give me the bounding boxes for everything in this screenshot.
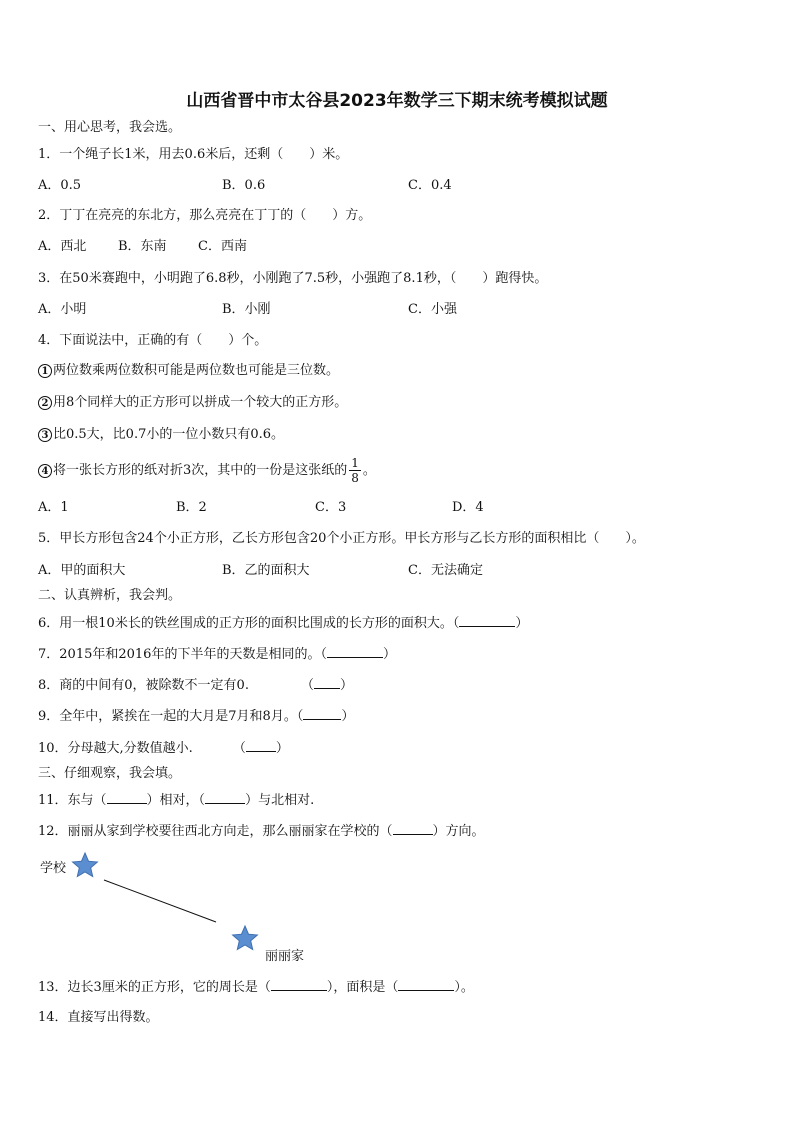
question-8 xyxy=(38,676,353,695)
question-7 xyxy=(38,645,396,664)
q7-tail: ） xyxy=(382,647,396,662)
q3-option-c: C．小强 xyxy=(408,302,457,317)
home-label: 丽丽家 xyxy=(265,949,305,964)
circled-number-3: 3 xyxy=(38,428,52,442)
q4-option-c: C．3 xyxy=(315,500,347,515)
q11-answer-blank-1[interactable] xyxy=(107,791,147,804)
question-13 xyxy=(38,978,474,997)
q4-statement-2-text: 用8个同样大的正方形可以拼成一个较大的正方形。 xyxy=(53,395,348,410)
q10-paren-open: （ xyxy=(232,741,246,756)
direction-diagram xyxy=(38,848,338,966)
q5-option-a: A．甲的面积大 xyxy=(38,563,126,578)
question-4: 4．下面说法中，正确的有（ ）个。 xyxy=(38,333,268,348)
section-heading-judge: 二、认真辨析，我会判。 xyxy=(38,588,182,603)
question-3: 3．在50米赛跑中，小明跑了6.8秒，小刚跑了7.5秒，小强跑了8.1秒，（ ）跑得快。 xyxy=(38,271,548,286)
q1-option-b: B．0.6 xyxy=(222,178,266,193)
q1-option-a: A．0.5 xyxy=(38,178,82,193)
q5-option-c: C．无法确定 xyxy=(408,563,483,578)
fraction-denominator: 8 xyxy=(351,471,359,485)
q9-answer-blank[interactable] xyxy=(303,707,341,720)
q4-statement-1 xyxy=(38,362,339,380)
q9-text: 9．全年中，紧挨在一起的大月是7月和8月。（ xyxy=(38,709,304,724)
connecting-line xyxy=(104,880,216,922)
q13-text-2: ），面积是（ xyxy=(326,980,399,995)
q4-statement-1-text: 两位数乘两位数积可能是两位数也可能是三位数。 xyxy=(53,363,340,378)
q3-option-b: B．小刚 xyxy=(222,302,271,317)
q11-text-2: ）相对，（ xyxy=(146,793,206,808)
q2-option-c: C．西南 xyxy=(198,239,247,254)
question-2: 2．丁丁在亮亮的东北方，那么亮亮在丁丁的（ ）方。 xyxy=(38,208,372,223)
q3-option-a: A．小明 xyxy=(38,302,87,317)
question-14: 14．直接写出得数。 xyxy=(38,1010,159,1025)
question-6 xyxy=(38,614,528,633)
q10-text: 10．分母越大,分数值越小. xyxy=(38,741,193,756)
page-title: 山西省晋中市太谷县2023年数学三下期末统考模拟试题 xyxy=(186,91,608,111)
q9-tail: ） xyxy=(341,709,355,724)
q2-option-b: B．东南 xyxy=(118,239,167,254)
q6-answer-blank[interactable] xyxy=(459,614,515,627)
q4-statement-3 xyxy=(38,426,284,444)
q8-tail: ） xyxy=(339,678,353,693)
q10-answer-blank[interactable] xyxy=(246,739,276,752)
q8-answer-blank[interactable] xyxy=(314,676,340,689)
q12-tail: ）方向。 xyxy=(432,824,485,839)
q13-text-1: 13．边长3厘米的正方形，它的周长是（ xyxy=(38,980,271,995)
fraction-one-eighth xyxy=(349,456,361,485)
q12-text: 12．丽丽从家到学校要往西北方向走，那么丽丽家在学校的（ xyxy=(38,824,393,839)
q7-text: 7．2015年和2016年的下半年的天数是相同的。（ xyxy=(38,647,327,662)
question-10 xyxy=(38,739,289,758)
q13-text-3: ）。 xyxy=(454,980,474,995)
q10-tail: ） xyxy=(275,741,289,756)
q4-statement-4 xyxy=(38,453,376,489)
question-5: 5．甲长方形包含24个小正方形，乙长方形包含20个小正方形。甲长方形与乙长方形的面积相比（ ）。 xyxy=(38,531,645,546)
q11-text-1: 11．东与（ xyxy=(38,793,107,808)
question-11 xyxy=(38,791,314,810)
q8-paren-open: （ xyxy=(300,678,314,693)
q4-statement-2 xyxy=(38,394,347,412)
school-star-icon xyxy=(73,853,98,877)
fraction-numerator: 1 xyxy=(351,456,359,470)
home-star-icon xyxy=(233,926,258,950)
q5-option-b: B．乙的面积大 xyxy=(222,563,310,578)
q4-statement-4-tail: 。 xyxy=(362,463,376,478)
circled-number-4: 4 xyxy=(38,464,52,478)
q12-answer-blank[interactable] xyxy=(393,822,433,835)
q8-text: 8．商的中间有0，被除数不一定有0. xyxy=(38,678,249,693)
section-heading-choice: 一、用心思考，我会选。 xyxy=(38,120,182,135)
q4-statement-3-text: 比0.5大，比0.7小的一位小数只有0.6。 xyxy=(53,427,285,442)
q13-answer-blank-2[interactable] xyxy=(398,978,454,991)
section-heading-fill: 三、仔细观察，我会填。 xyxy=(38,766,182,781)
q4-option-b: B．2 xyxy=(176,500,207,515)
q4-option-a: A．1 xyxy=(38,500,69,515)
q6-text: 6．用一根10米长的铁丝围成的正方形的面积比围成的长方形的面积大。（ xyxy=(38,616,460,631)
question-12 xyxy=(38,822,485,841)
question-1: 1．一个绳子长1米，用去0.6米后，还剩（ ）米。 xyxy=(38,147,349,162)
q4-option-d: D．4 xyxy=(452,500,484,515)
q7-answer-blank[interactable] xyxy=(327,645,383,658)
q4-statement-4-text: 将一张长方形的纸对折3次，其中的一份是这张纸的 xyxy=(53,463,348,478)
q11-answer-blank-2[interactable] xyxy=(205,791,245,804)
q13-answer-blank-1[interactable] xyxy=(271,978,327,991)
circled-number-1: 1 xyxy=(38,364,52,378)
question-9 xyxy=(38,707,354,726)
circled-number-2: 2 xyxy=(38,396,52,410)
q2-option-a: A．西北 xyxy=(38,239,87,254)
q1-option-c: C．0.4 xyxy=(408,178,452,193)
q11-text-3: ）与北相对. xyxy=(245,793,315,808)
q6-tail: ） xyxy=(515,616,529,631)
school-label: 学校 xyxy=(40,861,67,876)
